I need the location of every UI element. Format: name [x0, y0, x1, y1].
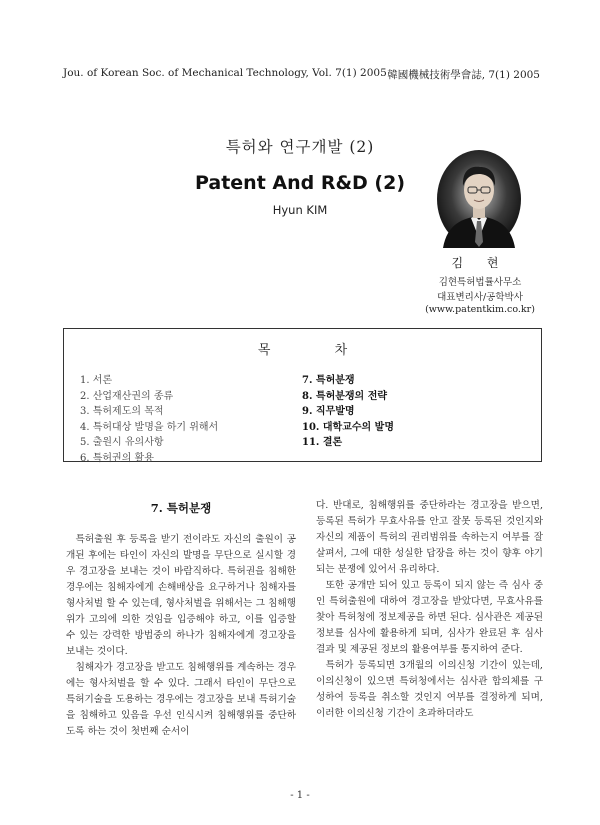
toc-item: 10. 대학교수의 발명 — [302, 421, 394, 433]
author-portrait-icon — [437, 150, 521, 248]
toc-item: 1. 서론 — [80, 375, 113, 386]
author-photo — [437, 150, 521, 248]
body-paragraph: 또한 공개만 되어 있고 등록이 되지 않는 즉 심사 중인 특허출원에 대하여 경고장을 받았다면, 무효사유를 찾아 특허청에 정보제공을 하면 된다. 심사관은 제공된 정보를 심사에 활용하게 되며, 심사가 완료된 후 심사결과 및 제공된 정보의 활용여부를 통지하여 준다. — [316, 580, 543, 655]
toc-item: 7. 특허분쟁 — [302, 375, 355, 386]
author-title: 대표변리사/공학박사 — [437, 292, 523, 303]
journal-header-left: Jou. of Korean Soc. of Mechanical Technology, Vol. 7(1) 2005 — [63, 67, 387, 79]
toc-item: 5. 출원시 유의사항 — [80, 437, 164, 448]
toc-item: 4. 특허대상 발명을 하기 위해서 — [80, 421, 219, 433]
body-paragraph: 특허가 등록되면 3개월의 이의신청 기간이 있는데, 이의신청이 있으면 특허청에서는 심사관 합의체를 구성하여 등록을 취소할 것인지 여부를 결정하게 되며, 이러한 이의신청 기간이 초과하더라도 — [316, 660, 543, 719]
author-name-english: Hyun KIM — [272, 203, 328, 217]
toc-item: 3. 특허제도의 목적 — [80, 406, 164, 417]
toc-item: 6. 특허권의 활용 — [80, 452, 154, 464]
toc-column-right — [302, 373, 394, 451]
author-affiliation: 김현특허법률사무소 — [438, 277, 522, 288]
journal-header-right: 韓國機械技術學會誌, 7(1) 2005 — [387, 69, 540, 81]
title-korean: 특허와 연구개발 (2) — [225, 138, 375, 156]
author-name-korean: 김 현 — [451, 256, 509, 270]
section-heading: 7. 특허분쟁 — [150, 501, 212, 515]
toc-item: 2. 산업재산권의 종류 — [80, 390, 174, 402]
toc-item: 11. 결론 — [302, 437, 343, 448]
page-number: - 1 - — [290, 790, 310, 801]
toc-item: 8. 특허분쟁의 전략 — [302, 390, 388, 402]
body-column-left — [66, 532, 296, 740]
toc-item: 9. 직무발명 — [302, 406, 355, 417]
body-column-right — [316, 498, 543, 722]
body-paragraph: 특허출원 후 등록을 받기 전이라도 자신의 출원이 공개된 후에는 타인이 자신의 발명을 무단으로 실시할 경우 경고장을 보내는 것이 바람직하다. 특허권을 침해한 경우에는 침해자에게 손해배상을 요구하거나 침해자를 형사처벌 할 수 있는데, 형사처벌을 위해서는 그 침해행위가 고의에 의한 것임을 입증해야 하고, 이를 입증할 수 있는 강력한 방법중의 하나가 침해자에게 경고장을 보내는 것이다. — [66, 534, 296, 657]
toc-column-left — [80, 373, 218, 466]
body-paragraph: 침해자가 경고장을 받고도 침해행위를 계속하는 경우에는 형사처벌을 할 수 있다. 그래서 타인이 무단으로 특허기술을 도용하는 경우에는 경고장을 보내 특허기술을 침해하고 있음을 우선 인식시켜 침해행위를 중단하도록 하는 것이 첫번째 순서이 — [66, 662, 296, 737]
author-website: (www.patentkim.co.kr) — [425, 304, 535, 315]
table-of-contents — [63, 328, 542, 462]
title-english: Patent And R&D (2) — [194, 172, 406, 194]
toc-title: 목 차 — [257, 343, 378, 358]
body-paragraph: 다. 반대로, 침해행위를 중단하라는 경고장을 받으면, 등록된 특허가 무효사유를 안고 잘못 등록된 것인지와 자신의 제품이 특허의 권리범위를 속하는지 여부를 잘 살펴서, 그에 대한 성실한 답장을 하는 것이 향후 야기되는 분쟁에 있어서 유리하다. — [316, 500, 543, 575]
